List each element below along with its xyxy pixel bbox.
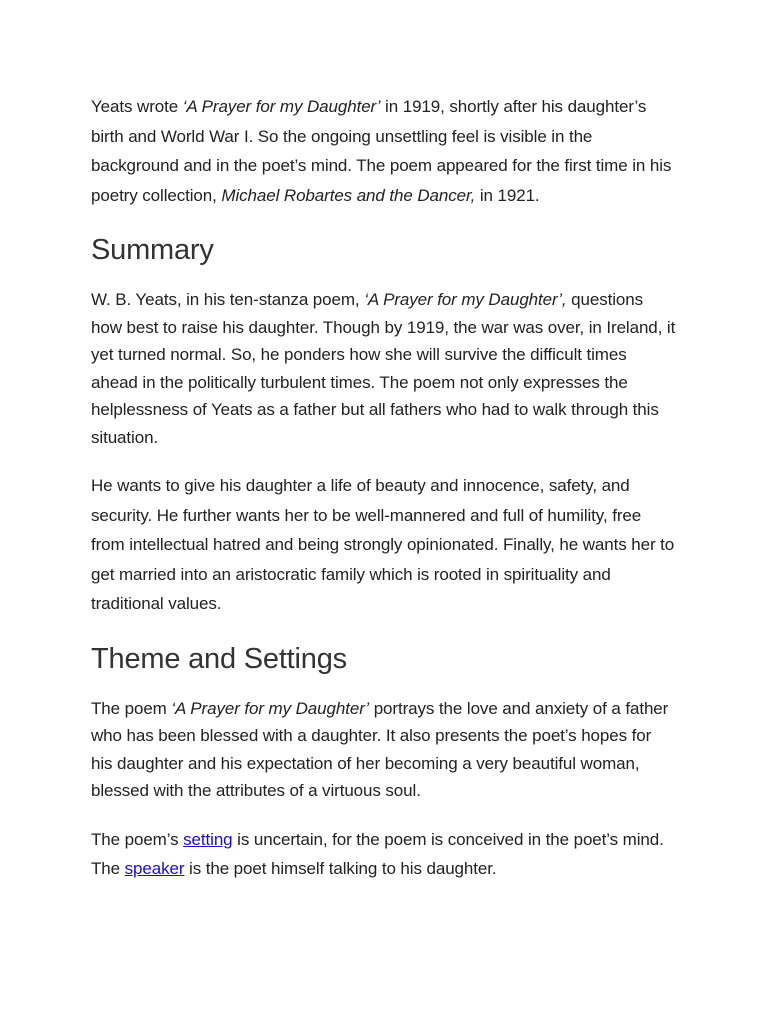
- setting-link[interactable]: setting: [183, 829, 233, 849]
- summary-poem-title: ‘A Prayer for my Daughter’,: [364, 290, 567, 309]
- theme-paragraph-1: [91, 695, 676, 805]
- intro-text-3: in 1921.: [475, 185, 540, 205]
- intro-text-1: Yeats wrote: [91, 97, 183, 116]
- intro-collection-title: Michael Robartes and the Dancer,: [221, 185, 476, 205]
- theme-poem-title: ‘A Prayer for my Daughter’: [171, 698, 370, 718]
- summary-paragraph-2: He wants to give his daughter a life of beauty and innocence, safety, and security. He further wants her to be well-mannered and full of humility, free from intellectual hatred and being strongly opinionated. Finally, he wants her to get married into an aristocratic family which is rooted in spirituality and traditional values.: [91, 476, 675, 613]
- theme2-text-3: is the poet himself talking to his daughter.: [184, 859, 497, 878]
- intro-poem-title: ‘A Prayer for my Daughter’: [182, 97, 381, 116]
- summary-text-2: questions how best to raise his daughter. Though by 1919, the war was over, in Ireland, it yet turned normal. So, he ponders how she will survive the difficult times ahead in the politically turbulent times. The poem not only expresses the helplessness of Yeats as a father but all fathers who had to walk through this situation.: [91, 290, 676, 447]
- theme-text-1: The poem: [91, 698, 172, 718]
- summary-text-1: W. B. Yeats, in his ten-stanza poem,: [91, 290, 365, 309]
- intro-paragraph: [91, 92, 676, 210]
- theme-paragraph-2: [91, 825, 676, 884]
- speaker-link[interactable]: speaker: [124, 859, 185, 878]
- summary-heading: Summary: [91, 234, 214, 266]
- intro-text-2: in 1919, shortly after his daughter’s birth and World War I. So the ongoing unsettling feel is visible in the background and in the poet’s mind. The poem appeared for the first time in his poetry collection,: [91, 97, 672, 205]
- theme2-text-2: is uncertain, for the poem is conceived in the poet’s mind. The: [91, 829, 664, 878]
- theme-text-2: portrays the love and anxiety of a father who has been blessed with a daughter. It also presents the poet’s hopes for his daughter and his expectation of her becoming a very beautiful woman, blessed with the attributes of a virtuous soul.: [91, 698, 669, 800]
- article-body: [91, 92, 676, 884]
- theme-heading: Theme and Settings: [91, 642, 347, 675]
- summary-paragraph-1: [91, 286, 676, 451]
- theme2-text-1: The poem’s: [91, 829, 184, 849]
